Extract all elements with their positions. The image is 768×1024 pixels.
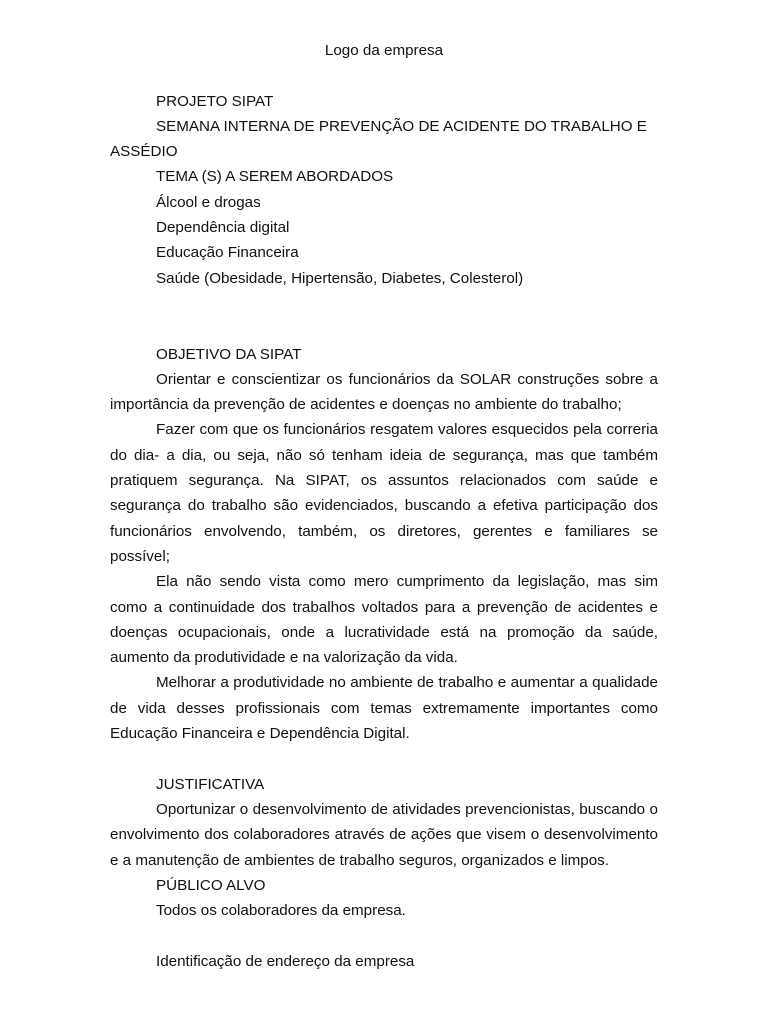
spacer (110, 291, 658, 342)
audience-text: Todos os colaboradores da empresa. (156, 902, 406, 920)
objective-paragraph: Fazer com que os funcionários resgatem valores esquecidos pela correria do dia- a dia, ou seja, não só tenham ideia de segurança, mas que também pratiquem segurança. Na SIPAT, os assuntos relacionados com saúde e segurança do trabalho são evidenciados, buscando a efetiva participação dos funcionários envolvendo, também, os diretores, gerentes e familiares se possível; (110, 421, 658, 565)
theme-item: Educação Financeira (156, 244, 299, 262)
project-subtitle-line1: SEMANA INTERNA DE PREVENÇÃO DE ACIDENTE DO TRABALHO E (156, 117, 647, 135)
spacer (110, 63, 658, 88)
objective-paragraph: Orientar e conscientizar os funcionários da SOLAR construções sobre a importância da prevenção de acidentes e doenças no ambiente do trabalho; (110, 370, 658, 414)
logo-placeholder: Logo da empresa (324, 42, 444, 59)
theme-item: Saúde (Obesidade, Hipertensão, Diabetes, Colesterol) (156, 269, 524, 287)
project-subtitle-line2: ASSÉDIO (110, 143, 178, 161)
document-page (110, 38, 658, 974)
justification-heading: JUSTIFICATIVA (156, 775, 265, 793)
objective-heading: OBJETIVO DA SIPAT (156, 345, 302, 363)
objective-paragraph: Ela não sendo vista como mero cumprimento da legislação, mas sim como a continuidade dos trabalhos voltados para a prevenção de acidentes e doenças ocupacionais, onde a lucratividade está na promoção da saúde, aumento da produtividade e na valorização da vida. (110, 573, 658, 667)
theme-item: Dependência digital (156, 219, 290, 237)
objective-paragraph: Melhorar a produtividade no ambiente de trabalho e aumentar a qualidade de vida desses profissionais com temas extremamente importantes como Educação Financeira e Dependência Digital. (110, 674, 658, 743)
project-title: PROJETO SIPAT (156, 92, 274, 110)
spacer (110, 923, 658, 948)
audience-heading: PÚBLICO ALVO (156, 876, 266, 894)
theme-item: Álcool e drogas (156, 193, 261, 211)
spacer (110, 746, 658, 771)
justification-paragraph: Oportunizar o desenvolvimento de atividades prevencionistas, buscando o envolvimento dos colaboradores através de ações que visem o desenvolvimento e a manutenção de ambientes de trabalho seguros, organizados e limpos. (110, 800, 658, 869)
address-placeholder: Identificação de endereço da empresa (156, 952, 415, 970)
themes-heading: TEMA (S) A SEREM ABORDADOS (156, 168, 394, 186)
